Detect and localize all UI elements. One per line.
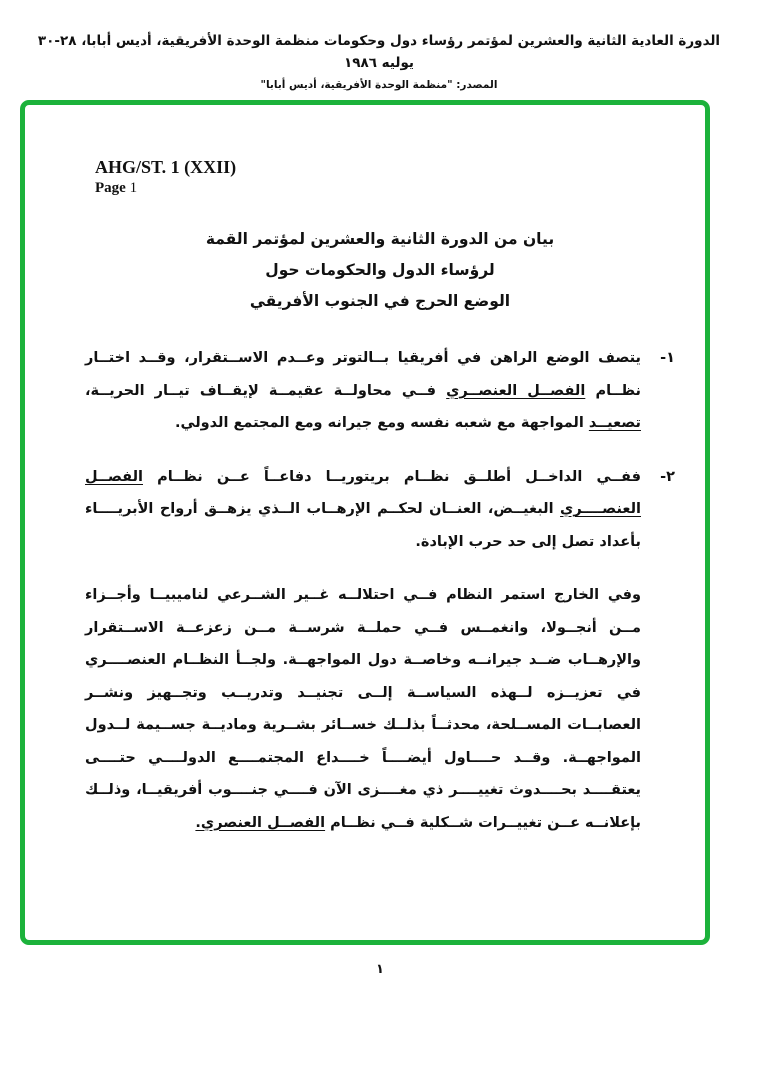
document-reference: AHG/ST. 1 (XXII) [95,157,237,177]
source-line: المصدر: "منظمة الوحدة الأفريقية، أديس أبابا" [260,79,498,91]
page-number-latin: 1 [129,180,138,196]
paragraph-2 [85,461,675,559]
footer-page-number: ١ [376,962,384,977]
paragraph-2-number: ٢- [660,468,675,485]
paragraph-3 [85,579,675,839]
title-line-2: لرؤساء الدول والحكومات حول [265,261,495,279]
paragraph-3-number-empty [641,579,675,839]
paragraph-2-seg1: ففــي الداخــل أطلــق نظــام بريتوريــا دفاعــاً عــن نظــام [143,468,641,485]
paragraph-3-seg1: وفي الخارج استمر النظام فــي احتلالــه غــير الشــرعي لناميبيــا وأجــزاء مــن أنجــولا، وانغمــس فــي حملــة شرســة مــن زعزعــة الاســتقرار والإرهــاب ضــد جيرانــه وخاصــة دول المواجهــة. ولجــأ النظــام العنصــــري في تعزيــزه لــهذه السياســة إلــى تجنيــد وتدريــب وتجــهيز ونشــر العصابــات المســلحة، محدثــاً بذلــك خســائر بشــرية وماديــة جســيمة لــدول المواجهــة. وقــد حــــاول أيضــــاً خــــداع المجتمــــع الدولــــي حتــــى يعتقــــد بحــــدوث تغييــــر ذي مغــــزى الآن فــــي جنــــوب أفريقيــا، وذلــك بإعلانــه عــن تغييــرات شــكلية فــي نظــام [85,587,641,831]
page-label: Page [95,180,126,196]
paragraph-1-seg1: يتصف الوضع الراهن في أفريقيا بــالتوتر وعــدم الاســتقرار، وقــد اختــار نظــام [85,350,642,399]
document-body [85,342,675,860]
page-indicator [95,178,236,198]
document-title [85,224,675,317]
paragraph-1 [85,342,675,440]
paragraph-1-underlined-2: تصعيــد [588,415,641,431]
page-top-header [20,30,738,94]
paragraph-2-text [85,461,641,559]
paragraph-1-text [85,342,641,440]
title-line-3: الوضع الحرج في الجنوب الأفريقي [249,292,511,310]
paragraph-3-text [85,579,641,839]
session-header-line: الدورة العادية الثانية والعشرين لمؤتمر رؤساء دول وحكومات منظمة الوحدة الأفريقية، أديس أبابا، ٢٨-٣٠ يوليه ١٩٨٦ [37,33,721,71]
paragraph-1-underlined-1: الفصــل العنصــري [446,382,586,399]
paragraph-1-seg3: المواجهة مع شعبه نفسه ومع جيرانه ومع المجتمع الدولي. [175,415,589,431]
paragraph-1-number: ١- [660,350,675,366]
title-line-1: بيان من الدورة الثانية والعشرين لمؤتمر القمة [205,230,555,248]
paragraph-2-underlined-1: الفصــل العنصــــري [85,468,641,517]
paragraph-2-seg2: البغيــض، العنــان لحكــم الإرهــاب الــذي يزهــق أرواح الأبريــــاء بأعداد تصل إلى حد حرب الإبادة. [85,501,641,550]
document-reference-block [95,156,236,198]
paragraph-3-underlined-1: الفصــل العنصري. [195,814,326,831]
paragraph-1-seg2: فــي محاولــة عقيمــة لإيقــاف تيــار الحريــة، [85,382,447,399]
